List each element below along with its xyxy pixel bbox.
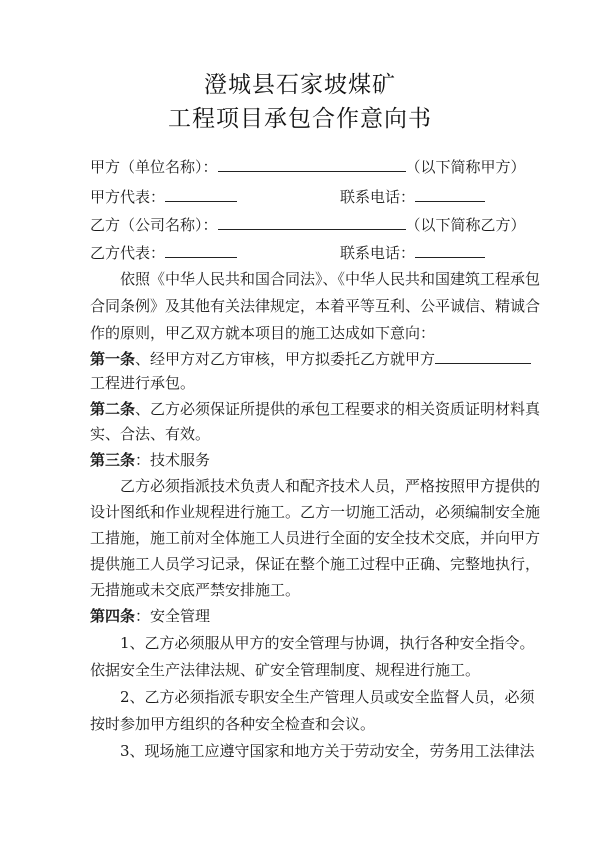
article-2 <box>90 398 541 420</box>
party-b-suffix: （以下简称乙方） <box>405 216 526 234</box>
party-a-phone-label: 联系电话： <box>340 188 416 206</box>
party-b-rep-label: 乙方代表： <box>90 244 166 262</box>
party-a-blank[interactable] <box>218 154 406 172</box>
document-title-line1: 澄城县石家坡煤矿 <box>204 72 396 98</box>
article-1-heading: 第一条 <box>90 350 136 368</box>
party-a-row <box>90 154 526 178</box>
preamble-line: 依照《中华人民共和国合同法》、《中华人民共和国建筑工程承包 <box>120 270 541 288</box>
article-2-cont: 实、合法、有效。 <box>90 425 211 443</box>
article-3-line: 工措施，施工前对全体施工人员进行全面的安全技术交底，并向甲方 <box>90 529 541 547</box>
preamble-line: 合同条例》及其他有关法律规定，本着平等互利、公平诚信、精诚合 <box>90 297 541 315</box>
article-1 <box>90 346 522 370</box>
document-title-line2: 工程项目承包合作意向书 <box>168 106 432 132</box>
article-4-item-line: 按时参加甲方组织的各种安全检查和会议。 <box>90 715 376 733</box>
article-4-item-line: 依据安全生产法律法规、矿安全管理制度、规程进行施工。 <box>90 661 481 679</box>
party-a-label: 甲方（单位名称）： <box>90 158 218 176</box>
article-1-cont: 工程进行承包。 <box>90 374 196 392</box>
party-b-rep-blank[interactable] <box>165 240 237 258</box>
party-b-phone-label: 联系电话： <box>340 244 416 262</box>
party-b-row <box>90 212 526 236</box>
article-3-heading: 第三条 <box>90 451 136 469</box>
article-4-heading: 第四条 <box>90 607 136 625</box>
article-1-text: 、经甲方对乙方审核，甲方拟委托乙方就甲方 <box>135 350 436 368</box>
preamble-line: 作的原则，甲乙双方就本项目的施工达成如下意向： <box>90 324 436 342</box>
article-4-item-line: 3、现场施工应遵守国家和地方关于劳动安全，劳务用工法律法 <box>120 742 535 760</box>
party-b-rep-row <box>90 240 522 264</box>
party-a-rep-label: 甲方代表： <box>90 188 166 206</box>
article-4 <box>90 605 522 627</box>
article-2-text: 、乙方必须保证所提供的承包工程要求的相关资质证明材料真 <box>135 400 541 418</box>
article-3-line: 乙方必须指派技术负责人和配齐技术人员，严格按照甲方提供的 <box>120 477 541 495</box>
party-a-rep-blank[interactable] <box>165 184 237 202</box>
party-b-phone-blank[interactable] <box>415 240 485 258</box>
article-3-line: 提供施工人员学习记录，保证在整个施工过程中正确、完整地执行， <box>90 555 541 573</box>
article-4-item-line: 2、乙方必须指派专职安全生产管理人员或安全监督人员，必须 <box>120 688 535 706</box>
article-4-title: ：安全管理 <box>135 607 211 625</box>
article-2-heading: 第二条 <box>90 400 136 418</box>
party-b-blank[interactable] <box>218 212 406 230</box>
article-4-item-line: 1、乙方必须服从甲方的安全管理与协调，执行各种安全指令。 <box>120 634 535 652</box>
party-b-label: 乙方（公司名称）： <box>90 216 218 234</box>
article-3-title: ：技术服务 <box>135 451 211 469</box>
party-a-phone-blank[interactable] <box>415 184 485 202</box>
article-3 <box>90 449 522 471</box>
article-3-line: 设计图纸和作业规程进行施工。乙方一切施工活动，必须编制安全施 <box>90 503 541 521</box>
party-a-suffix: （以下简称甲方） <box>405 158 526 176</box>
article-1-blank[interactable] <box>435 346 531 364</box>
party-a-rep-row <box>90 184 522 208</box>
article-3-line: 无措施或未交底严禁安排施工。 <box>90 581 301 599</box>
